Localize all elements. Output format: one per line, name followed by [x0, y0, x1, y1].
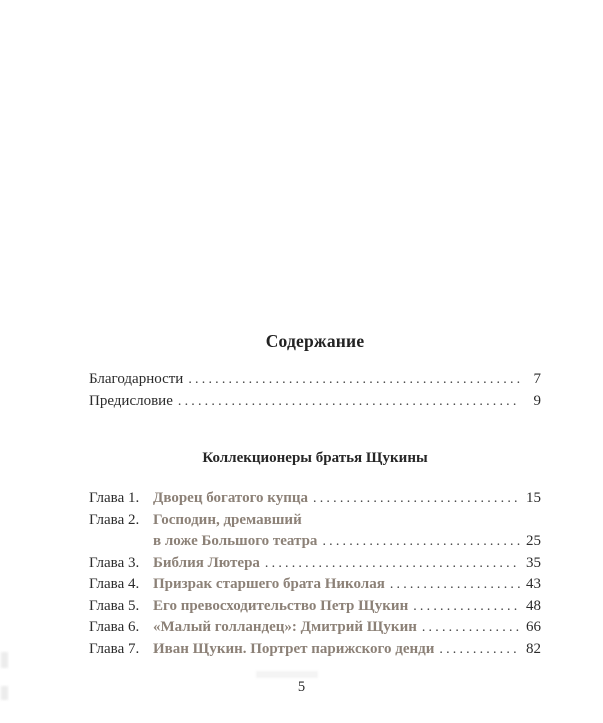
entry-page-number: 82 [526, 640, 541, 657]
dot-leader [265, 553, 520, 575]
chapter-label: Глава 1. [89, 490, 140, 506]
scan-artifact [1, 652, 8, 668]
chapter-list [89, 488, 541, 660]
dot-leader [390, 574, 520, 596]
entry-page-number: 48 [526, 597, 541, 614]
chapter-title: «Малый голландец»: Дмитрий Щукин [153, 619, 417, 635]
chapter-title-continued: в ложе Большого театра [153, 533, 318, 549]
entry-page-number: 7 [533, 371, 541, 387]
chapter-label: Глава 2. [89, 511, 140, 528]
entry-page-number: 9 [533, 392, 541, 409]
chapter-title: Его превосходительство Петр Щукин [153, 597, 409, 614]
entry-page-number: 66 [526, 619, 541, 635]
dot-leader [188, 369, 520, 391]
section-heading: Коллекционеры братья Щукины [202, 450, 428, 466]
dot-leader [178, 391, 520, 413]
chapter-label: Глава 4. [89, 576, 140, 592]
toc-entry-chapter-6 [89, 617, 541, 639]
chapter-title: Иван Щукин. Портрет парижского денди [153, 640, 435, 657]
entry-page-number: 35 [526, 554, 541, 571]
dot-leader [439, 639, 520, 661]
toc-entry-chapter-3 [89, 553, 541, 575]
chapter-title: Дворец богатого купца [153, 490, 309, 506]
toc-entry-chapter-7 [89, 639, 541, 661]
dot-leader [413, 596, 520, 618]
toc-entry-chapter-5 [89, 596, 541, 618]
page-title: Содержание [265, 331, 365, 351]
chapter-title: Библия Лютера [153, 554, 260, 571]
chapter-title: Призрак старшего брата Николая [153, 576, 385, 592]
chapter-label: Глава 3. [89, 554, 140, 571]
page-number-folio: 5 [297, 679, 306, 695]
entry-label: Благодарности [89, 371, 184, 387]
entry-label: Предисловие [89, 392, 173, 409]
dot-leader [313, 488, 520, 510]
toc-entry-preface [89, 391, 541, 413]
toc-page [89, 331, 541, 660]
toc-entry-acknowledgements [89, 369, 541, 391]
scan-artifact [256, 671, 318, 678]
toc-entry-chapter-1 [89, 488, 541, 510]
front-matter-list [89, 369, 541, 412]
toc-entry-chapter-2-line-2 [89, 531, 541, 553]
chapter-label: Глава 6. [89, 619, 140, 635]
entry-page-number: 15 [526, 490, 541, 506]
entry-page-number: 43 [526, 576, 541, 592]
toc-entry-chapter-4 [89, 574, 541, 596]
entry-page-number: 25 [526, 533, 541, 549]
chapter-label: Глава 7. [89, 640, 140, 657]
dot-leader [422, 617, 520, 639]
toc-entry-chapter-2-line-1 [89, 510, 541, 532]
chapter-title: Господин, дремавший [153, 511, 302, 528]
chapter-label: Глава 5. [89, 597, 140, 614]
dot-leader [322, 531, 520, 553]
